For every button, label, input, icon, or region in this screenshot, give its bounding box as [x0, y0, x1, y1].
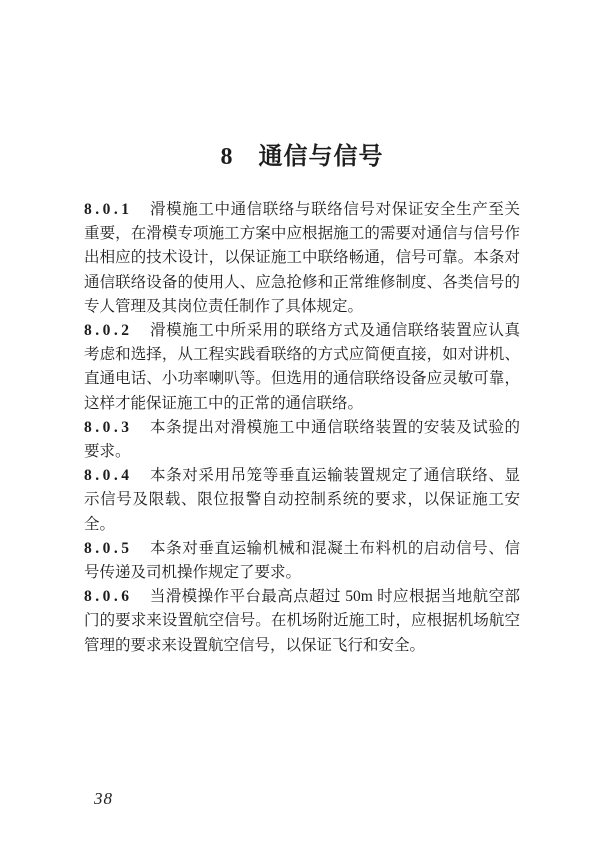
chapter-title — [84, 136, 520, 171]
chapter-number: 8 — [220, 144, 234, 170]
clause-paragraph-8-0-2 — [84, 319, 520, 416]
clause-text: 本条对采用吊笼等垂直运输装置规定了通信联络、显示信号及限载、限位报警自动控制系统的要求，以保证施工安全。 — [84, 467, 520, 533]
clause-number: 8.0.6 — [84, 588, 133, 606]
clause-paragraph-8-0-6 — [84, 585, 520, 658]
page-number: 38 — [94, 789, 113, 808]
chapter-title-text: 通信与信号 — [258, 144, 384, 170]
clause-text: 当滑模操作平台最高点超过 50m 时应根据当地航空部门的要求来设置航空信号。在机场附近施工时，应根据机场航空管理的要求来设置航空信号，以保证飞行和安全。 — [84, 588, 521, 654]
clause-paragraph-8-0-3 — [84, 416, 520, 464]
clause-text: 本条提出对滑模施工中通信联络装置的安装及试验的要求。 — [84, 418, 520, 461]
clause-number: 8.0.1 — [84, 201, 133, 218]
clause-paragraph-8-0-1 — [84, 198, 520, 319]
clause-number: 8.0.4 — [84, 467, 133, 485]
chapter-body — [84, 198, 520, 658]
clause-text: 本条对垂直运输机械和混凝土布料机的启动信号、信号传递及司机操作规定了要求。 — [84, 539, 520, 582]
clause-number: 8.0.2 — [84, 322, 133, 340]
clause-paragraph-8-0-4 — [84, 464, 520, 537]
clause-number: 8.0.5 — [84, 539, 133, 557]
clause-paragraph-8-0-5 — [84, 537, 520, 585]
clause-number: 8.0.3 — [84, 418, 133, 436]
clause-text: 滑模施工中所采用的联络方式及通信联络装置应认真考虑和选择，从工程实践看联络的方式应简便直接，如对讲机、直通电话、小功率喇叭等。但选用的通信联络设备应灵敏可靠，这样才能保证施工中的正常的通信联络。 — [84, 322, 520, 412]
clause-text: 滑模施工中通信联络与联络信号对保证安全生产至关重要，在滑模专项施工方案中应根据施工的需要对通信与信号作出相应的技术设计，以保证施工中联络畅通，信号可靠。本条对通信联络设备的使用人、应急抢修和正常维修制度、各类信号的专人管理及其岗位责任制作了具体规定。 — [84, 201, 520, 315]
